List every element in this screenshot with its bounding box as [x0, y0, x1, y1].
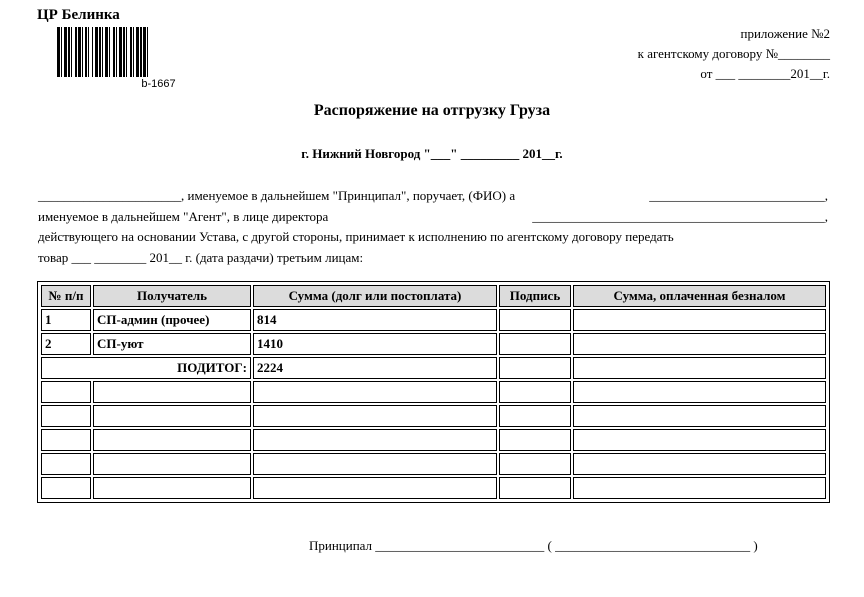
empty-cell [41, 381, 91, 403]
empty-cell [499, 381, 571, 403]
empty-cell [573, 453, 826, 475]
subtotal-value: 2224 [253, 357, 497, 379]
empty-cell [41, 429, 91, 451]
body-paragraph [38, 186, 828, 268]
empty-cell [573, 429, 826, 451]
barcode-number: b-1667 [141, 78, 176, 90]
appendix-contract-ref: к агентскому договору №________ [637, 46, 830, 61]
empty-cell [573, 477, 826, 499]
empty-row [41, 453, 826, 475]
empty-cell [41, 405, 91, 427]
row-cashless [573, 309, 826, 331]
body-line-text: действующего на основании Устава, с другой стороны, принимает к исполнению по агентскому договору передать [38, 229, 674, 244]
city-date-line: г. Нижний Новгород "___" _________ 201__г. [301, 146, 563, 161]
header-number: № п/п [41, 285, 91, 307]
body-line-blank: _____________________________________________, [532, 208, 828, 224]
body-line-text: ______________________, именуемое в дальнейшем "Принципал", поручает, (ФИО) а [38, 188, 516, 203]
row-number: 2 [41, 333, 91, 355]
body-line [38, 248, 828, 269]
empty-row [41, 405, 826, 427]
empty-cell [253, 477, 497, 499]
appendix-date: от ___ ________201__г. [700, 66, 830, 81]
empty-cell [93, 477, 251, 499]
row-cashless [573, 333, 826, 355]
empty-cell [253, 381, 497, 403]
empty-cell [499, 429, 571, 451]
body-line [38, 207, 828, 228]
empty-cell [573, 381, 826, 403]
empty-cell [41, 453, 91, 475]
body-line-text: именуемое в дальнейшем "Агент", в лице директора [38, 208, 329, 224]
header-signature: Подпись [499, 285, 571, 307]
empty-cell [93, 429, 251, 451]
subtotal-row [41, 357, 826, 379]
row-sum: 1410 [253, 333, 497, 355]
appendix-block [638, 24, 830, 84]
organization-name: ЦР Белинка [37, 7, 120, 23]
body-line-text: товар ___ ________ 201__ г. (дата раздачи) третьим лицам: [38, 249, 364, 265]
row-recipient: СП-админ (прочее) [93, 309, 251, 331]
table-row [41, 309, 826, 331]
empty-cell [93, 405, 251, 427]
empty-cell [41, 477, 91, 499]
row-signature [499, 333, 571, 355]
row-recipient: СП-уют [93, 333, 251, 355]
empty-row [41, 381, 826, 403]
table-header-row [41, 285, 826, 307]
empty-cell [253, 405, 497, 427]
empty-cell [253, 453, 497, 475]
header-recipient: Получатель [93, 285, 251, 307]
empty-cell [499, 477, 571, 499]
body-line [38, 186, 828, 207]
empty-row [41, 477, 826, 499]
empty-cell [93, 381, 251, 403]
empty-cell [93, 453, 251, 475]
header-cashless: Сумма, оплаченная безналом [573, 285, 826, 307]
subtotal-signature [499, 357, 571, 379]
subtotal-label: ПОДИТОГ: [41, 357, 251, 379]
empty-cell [499, 405, 571, 427]
subtotal-cashless [573, 357, 826, 379]
barcode [57, 27, 260, 77]
orders-table [37, 281, 830, 503]
empty-cell [573, 405, 826, 427]
body-line-blank: ___________________________, [649, 188, 828, 203]
row-sum: 814 [253, 309, 497, 331]
appendix-number: приложение №2 [740, 26, 830, 41]
body-line [38, 227, 828, 248]
empty-cell [499, 453, 571, 475]
row-number: 1 [41, 309, 91, 331]
table-row [41, 333, 826, 355]
principal-signature-line: Принципал __________________________ ( ______________________________ ) [309, 538, 758, 553]
document-title: Распоряжение на отгрузку Груза [313, 102, 551, 119]
header-sum: Сумма (долг или постоплата) [253, 285, 497, 307]
empty-row [41, 429, 826, 451]
empty-cell [253, 429, 497, 451]
row-signature [499, 309, 571, 331]
